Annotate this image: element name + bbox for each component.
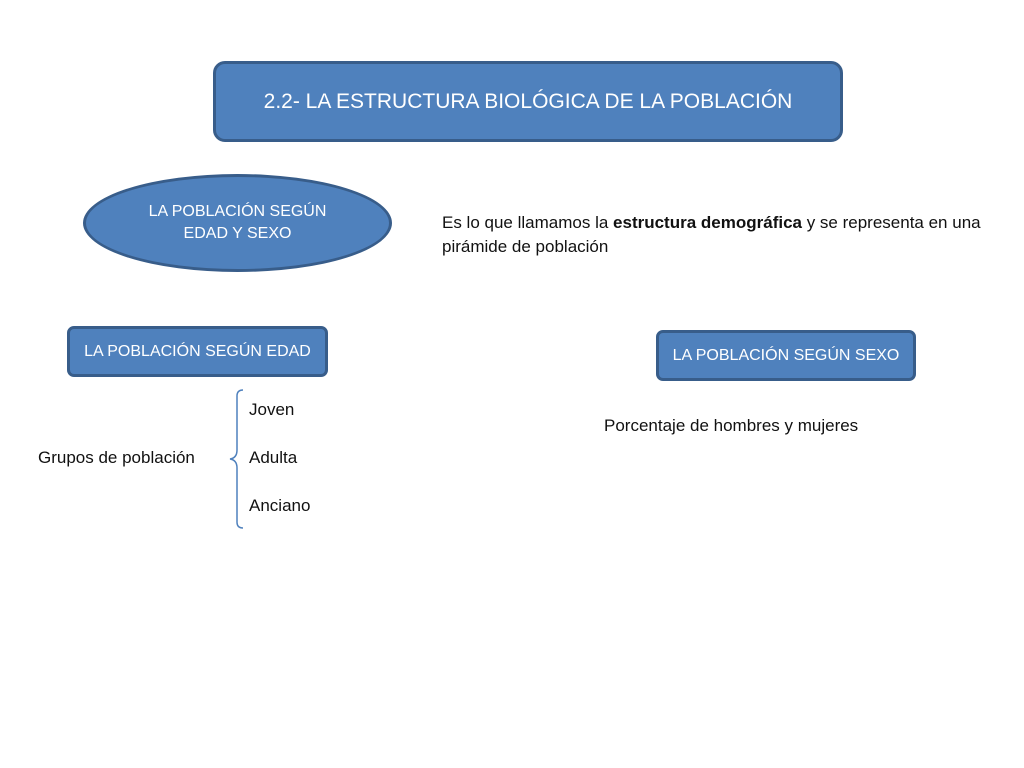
sex-percentage-text: Porcentaje de hombres y mujeres [604, 416, 859, 435]
group-item-anciano: Anciano [249, 496, 311, 515]
title-text: 2.2- LA ESTRUCTURA BIOLÓGICA DE LA POBLACIÓN [263, 89, 793, 113]
title-box [213, 61, 843, 142]
bracket-icon [229, 388, 245, 530]
population-by-sex-box [656, 330, 916, 381]
ellipse-line-2: EDAD Y SEXO [183, 225, 292, 242]
ellipse-line-1: LA POBLACIÓN SEGÚN [148, 203, 327, 220]
group-item-joven: Joven [249, 400, 295, 419]
population-by-age-box [67, 326, 328, 377]
population-age-sex-ellipse [83, 174, 392, 272]
edad-box-label: LA POBLACIÓN SEGÚN EDAD [84, 342, 311, 360]
bracket-path [230, 390, 243, 528]
ellipse-label [149, 201, 327, 245]
description-after: y se representa en una pirámide de población [442, 213, 981, 256]
description-text [442, 211, 1002, 259]
group-item-adulta: Adulta [249, 448, 298, 467]
population-groups-label: Grupos de población [38, 448, 195, 467]
sexo-box-label: LA POBLACIÓN SEGÚN SEXO [672, 346, 900, 364]
description-bold: estructura demográfica [613, 213, 802, 232]
description-before: Es lo que llamamos la [442, 213, 614, 232]
